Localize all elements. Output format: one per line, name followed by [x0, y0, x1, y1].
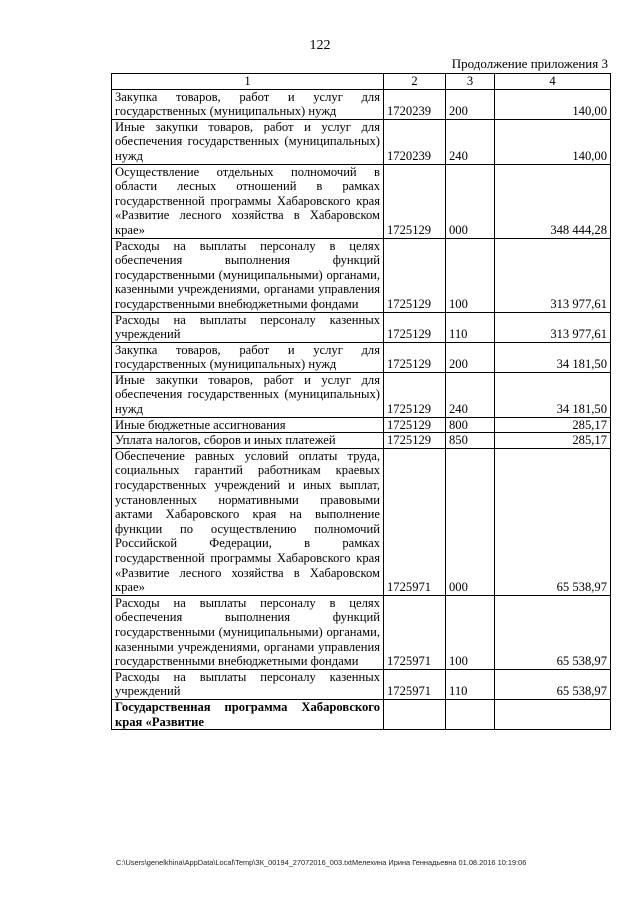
row-description: Закупка товаров, работ и услуг для государственных (муниципальных) нужд — [112, 342, 384, 372]
table-row — [112, 448, 611, 595]
row-amount: 34 181,50 — [495, 342, 611, 372]
row-amount — [495, 699, 611, 729]
page-number: 122 — [309, 38, 331, 53]
row-description: Государственная программа Хабаровского края «Развитие — [112, 699, 384, 729]
row-amount: 65 538,97 — [495, 448, 611, 595]
row-expense-type: 850 — [446, 433, 495, 449]
row-target-code: 1725129 — [384, 342, 446, 372]
row-expense-type: 800 — [446, 417, 495, 433]
row-target-code: 1725129 — [384, 372, 446, 417]
table-row — [112, 312, 611, 342]
header-col-1: 1 — [112, 74, 384, 90]
row-expense-type: 200 — [446, 89, 495, 119]
table-row — [112, 164, 611, 238]
row-description: Закупка товаров, работ и услуг для государственных (муниципальных) нужд — [112, 89, 384, 119]
row-amount: 348 444,28 — [495, 164, 611, 238]
row-expense-type: 100 — [446, 238, 495, 312]
row-amount: 285,17 — [495, 433, 611, 449]
budget-table — [111, 73, 611, 730]
row-description: Иные бюджетные ассигнования — [112, 417, 384, 433]
table-row — [112, 669, 611, 699]
row-description: Расходы на выплаты персоналу казенных учреждений — [112, 669, 384, 699]
row-expense-type: 110 — [446, 669, 495, 699]
row-description: Расходы на выплаты персоналу казенных учреждений — [112, 312, 384, 342]
header-col-4: 4 — [495, 74, 611, 90]
table-row — [112, 433, 611, 449]
row-target-code: 1725129 — [384, 312, 446, 342]
row-target-code: 1720239 — [384, 89, 446, 119]
table-row — [112, 119, 611, 164]
table-row — [112, 342, 611, 372]
row-amount: 313 977,61 — [495, 312, 611, 342]
row-expense-type: 000 — [446, 164, 495, 238]
table-row — [112, 372, 611, 417]
row-description: Обеспечение равных условий оплаты труда, социальных гарантий работникам краевых государственных учреждений и иных выплат, установленных нормативными правовыми актами Хабаровского края на выполнение функции по осуществлению полномочий Российской Федерации, в рамках государственной программы Хабаровского края «Развитие лесного хозяйства в Хабаровском крае» — [112, 448, 384, 595]
row-amount: 285,17 — [495, 417, 611, 433]
table-row — [112, 699, 611, 729]
table-row — [112, 238, 611, 312]
row-description: Уплата налогов, сборов и иных платежей — [112, 433, 384, 449]
table-header-row — [112, 74, 611, 90]
row-target-code: 1725129 — [384, 417, 446, 433]
row-target-code: 1725971 — [384, 669, 446, 699]
row-target-code — [384, 699, 446, 729]
row-amount: 140,00 — [495, 119, 611, 164]
row-amount: 65 538,97 — [495, 669, 611, 699]
row-amount: 313 977,61 — [495, 238, 611, 312]
row-expense-type: 110 — [446, 312, 495, 342]
row-expense-type: 240 — [446, 372, 495, 417]
row-expense-type: 100 — [446, 595, 495, 669]
row-expense-type: 240 — [446, 119, 495, 164]
row-target-code: 1725129 — [384, 238, 446, 312]
row-target-code: 1725971 — [384, 595, 446, 669]
row-amount: 140,00 — [495, 89, 611, 119]
row-target-code: 1720239 — [384, 119, 446, 164]
table-row — [112, 417, 611, 433]
row-description: Расходы на выплаты персоналу в целях обеспечения выполнения функций государственными (муниципальными) органами, казенными учреждениями, органами управления государственными внебюджетными фондами — [112, 595, 384, 669]
table-row — [112, 89, 611, 119]
row-target-code: 1725129 — [384, 433, 446, 449]
row-amount: 34 181,50 — [495, 372, 611, 417]
header-col-2: 2 — [384, 74, 446, 90]
row-description: Иные закупки товаров, работ и услуг для обеспечения государственных (муниципальных) нужд — [112, 372, 384, 417]
row-amount: 65 538,97 — [495, 595, 611, 669]
row-description: Иные закупки товаров, работ и услуг для обеспечения государственных (муниципальных) нужд — [112, 119, 384, 164]
row-description: Осуществление отдельных полномочий в области лесных отношений в рамках государственной программы Хабаровского края «Развитие лесного хозяйства в Хабаровском крае» — [112, 164, 384, 238]
row-expense-type: 200 — [446, 342, 495, 372]
row-description: Расходы на выплаты персоналу в целях обеспечения выполнения функций государственными (муниципальными) органами, казенными учреждениями, органами управления государственными внебюджетными фондами — [112, 238, 384, 312]
row-expense-type: 000 — [446, 448, 495, 595]
continuation-note: Продолжение приложения 3 — [451, 56, 608, 71]
row-target-code: 1725129 — [384, 164, 446, 238]
header-col-3: 3 — [446, 74, 495, 90]
table-row — [112, 595, 611, 669]
row-expense-type — [446, 699, 495, 729]
row-target-code: 1725971 — [384, 448, 446, 595]
file-path-footer: C:\Users\genelkhina\AppData\Local\Temp\ЗК_00194_27072016_003.txtМелехина Ирина Геннадьевна 01.08.2016 10:19:06 — [116, 858, 527, 867]
